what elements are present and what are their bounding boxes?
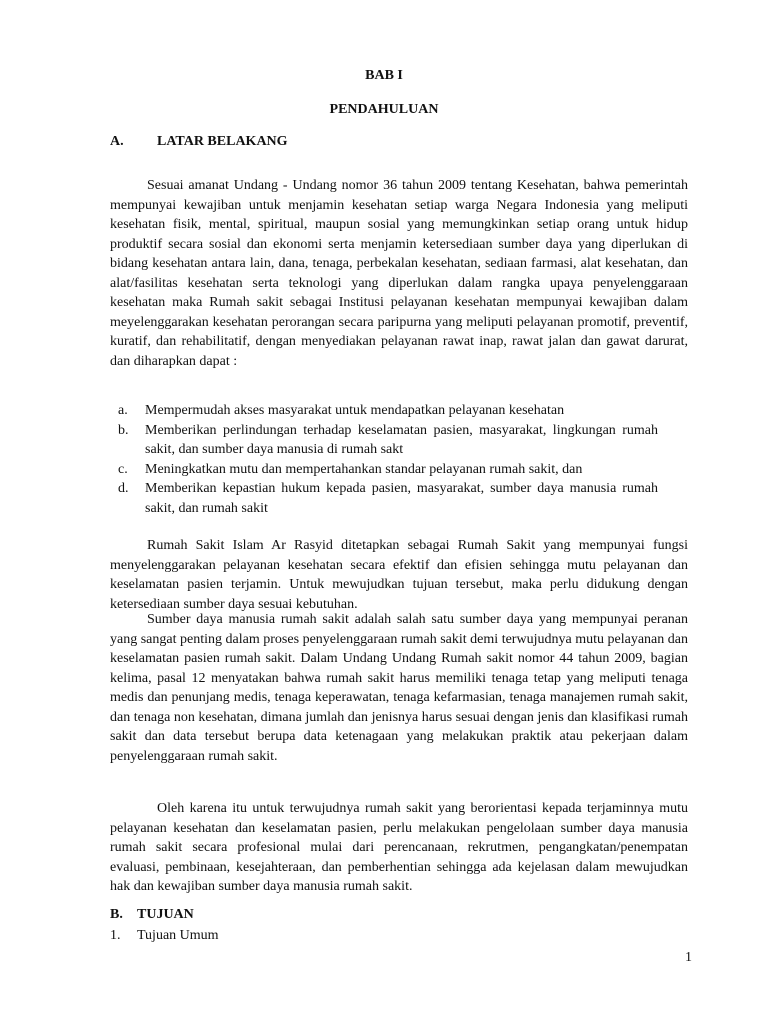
subsection-1-title: Tujuan Umum [137,928,219,943]
list-item-letter: d. [118,481,129,496]
list-item-text: Memberikan kepastian hukum kepada pasien, masyarakat, sumber daya manusia rumah sakit, dan rumah sakit [145,481,658,516]
section-a-marker: A. [110,134,124,149]
section-a-title: LATAR BELAKANG [157,134,288,149]
list-item-letter: c. [118,461,128,477]
objective-list [118,401,658,518]
paragraph-2: Rumah Sakit Islam Ar Rasyid ditetapkan sebagai Rumah Sakit yang mempunyai fungsi menyelenggarakan pelayanan kesehatan secara efektif dan efisien sehingga mutu pelayanan dan keselamatan pasien terjamin. Untuk mewujudkan tujuan tersebut, maka perlu didukung dengan ketersediaan sumber daya sesuai kebutuhan. [110,538,688,612]
list-item [118,421,658,460]
list-item-text: Meningkatkan mutu dan mempertahankan standar pelayanan rumah sakit, dan [145,461,583,477]
list-item [118,460,658,480]
section-b-marker: B. [110,907,123,922]
subsection-1-marker: 1. [110,928,121,943]
page-number: 1 [685,950,692,965]
list-item-text: Memberikan perlindungan terhadap keselamatan pasien, masyarakat, lingkungan rumah sakit, dan sumber daya manusia di rumah sakt [145,422,658,457]
list-item [118,479,658,518]
paragraph-4: Oleh karena itu untuk terwujudnya rumah sakit yang berorientasi kepada terjaminnya mutu pelayanan kesehatan dan keselamatan pasien, perlu melakukan pengelolaan sumber daya manusia rumah sakit secara profesional mulai dari perencanaan, rekrutmen, pengangkatan/penempatan evaluasi, pembinaan, kesejahteraan, dan pemberhentian sehingga ada kejelasan dalam mewujudkan hak dan kewajiban sumber daya manusia rumah sakit. [110,801,688,894]
list-item-letter: a. [118,403,128,418]
paragraph-1: Sesuai amanat Undang - Undang nomor 36 tahun 2009 tentang Kesehatan, bahwa pemerintah mempunyai kewajiban untuk menjamin kesehatan setiap warga Negara Indonesia yang meliputi kesehatan fisik, mental, spiritual, maupun sosial yang memungkinkan setiap orang untuk hidup produktif secara sosial dan ekonomi serta menjamin ketersediaan sumber daya yang diperlukan di bidang kesehatan antara lain, dana, tenaga, perbekalan kesehatan, sediaan farmasi, alat kesehatan, dan alat/fasilitas kesehatan serta teknologi yang diperlukan dalam rangka upaya penyelenggaraan kesehatan maka Rumah sakit sebagai Institusi pelayanan kesehatan mempunyai kewajiban dalam meyelenggarakan kesehatan perorangan secara paripurna yang meliputi pelayanan promotif, preventif, kuratif, dan rehabilitatif, dengan menyediakan pelayanan rawat inap, rawat jalan dan gawat darurat, dan diharapkan dapat : [110,178,688,369]
chapter-title: PENDAHULUAN [329,102,439,117]
list-item-letter: b. [118,422,129,438]
paragraph-3: Sumber daya manusia rumah sakit adalah salah satu sumber daya yang mempunyai peranan yang sangat penting dalam proses penyelenggaraan rumah sakit demi terwujudnya mutu pelayanan dan keselamatan pasien rumah sakit. Dalam Undang Undang Rumah sakit nomor 44 tahun 2009, bagian kelima, pasal 12 menyatakan bahwa rumah sakit harus memiliki tenaga tetap yang meliputi tenaga medis dan penunjang medis, tenaga keperawatan, tenaga kefarmasian, tenaga manajemen rumah sakit, dan tenaga non kesehatan, dimana jumlah dan jenisnya harus sesuai dengan jenis dan klasifikasi rumah sakit dan data tersebut berupa data ketenagaan yang melakukan praktik atau pekerjaan dalam penyelenggaraan rumah sakit. [110,612,688,764]
list-item-text: Mempermudah akses masyarakat untuk mendapatkan pelayanan kesehatan [145,403,565,418]
chapter-label: BAB I [365,68,403,83]
section-b-title: TUJUAN [137,907,194,922]
list-item [118,401,658,421]
